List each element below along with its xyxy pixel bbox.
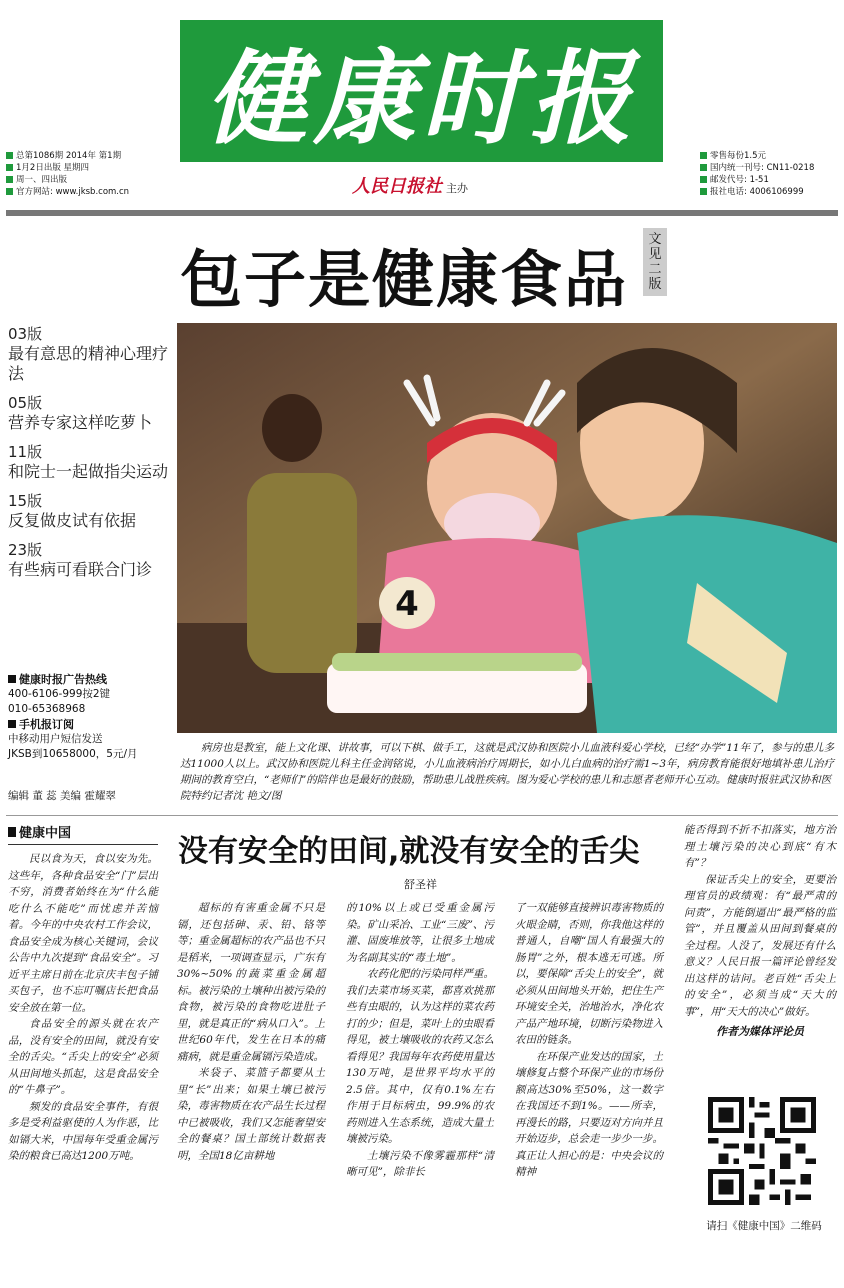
background-woman-head (262, 394, 322, 462)
toc-item[interactable] (8, 323, 168, 384)
paragraph: 农药化肥的污染同样严重。我们去菜市场买菜，都喜欢挑那些有虫眼的，认为这样的菜农药打的少；但是，菜叶上的虫眼看得见，被土壤吸收的农药又怎么看得见？我国每年农药使用量达130万吨，是世界平均水平的2.5倍。其中，仅有0.1%左右作用于目标病虫，99.9%的农药则进入生态系统，造成大量土壤被污染。 (346, 968, 494, 1145)
paragraph: 民以食为天，食以安为先。这些年，各种食品安全“门”层出不穷，消费者始终在为“什么能吃什么不能吃”而忧虑并苦恼着。今年的中央农村工作会议，食品安全成为核心关键词，会议公告中九次提到“食品安全”。习近平主席日前在北京庆丰包子铺买包子，也不忘叮嘱店长把食品安全放在第一位。 (8, 853, 158, 1014)
toc-title: 营养专家这样吃萝卜 (8, 413, 153, 432)
paragraph: 土壤污染不像雾霾那样“清晰可见”，除非长 (346, 1149, 494, 1178)
masthead-divider (6, 210, 838, 216)
section-column (8, 822, 158, 1165)
toc-title: 反复做皮试有依据 (8, 511, 137, 530)
paragraph: 频发的食品安全事件，有很多是受利益驱使的人为作恶，比如镉大米，中国每年受重金属污染的粮食已高达1200万吨。 (8, 1100, 158, 1162)
toc-item[interactable] (8, 539, 168, 580)
author-note: 作者为媒体评论员 (716, 1025, 804, 1038)
section-separator (6, 815, 838, 816)
paragraph: 在环保产业发达的国家，土壤修复占整个环保产业的市场份额高达30%至50%，这一数字在我国还不到1%。——所幸，再漫长的路，只要迈对方向并且开始迈步，总会走一步少一步。真正让人担心的是：中央会议的精神 (515, 1050, 663, 1178)
paragraph: 的10%以上或已受重金属污染。矿山采冶、工业“三废”、污灌、固废堆放等，让很多土地成为名副其实的“毒土地”。 (346, 902, 494, 964)
toc-page: 03版 (8, 325, 43, 343)
toc-page: 11版 (8, 443, 43, 461)
section-body (8, 851, 158, 1165)
toc-item[interactable] (8, 490, 168, 531)
issue-info-line: 官方网站: www.jksb.com.cn (6, 186, 129, 198)
cake-frosting (332, 653, 582, 671)
number-card-digit: 4 (395, 584, 419, 624)
toc-page: 23版 (8, 541, 43, 559)
article-column (515, 900, 663, 1181)
publisher-host: 主办 (446, 182, 468, 195)
article-title[interactable]: 没有安全的田间,就没有安全的舌尖 (178, 834, 640, 869)
toc-item[interactable] (8, 392, 168, 433)
toc-page: 15版 (8, 492, 43, 510)
issue-info-line: 周一、四出版 (6, 174, 129, 186)
paragraph: 食品安全的源头就在农产品，没有安全的田间，就没有安全的舌尖。“舌尖上的安全”必须从田间地头抓起，这是食品安全的“牛鼻子”。 (8, 1018, 158, 1096)
ad-hotline-number: 010-65368968 (8, 703, 86, 715)
issue-info (6, 150, 129, 198)
headline-page-note: 文见二版 (643, 228, 667, 296)
editors-credit: 编辑 董 蕊 美编 霍耀翠 (8, 790, 116, 802)
publisher (352, 172, 468, 198)
article-column (177, 900, 325, 1164)
ad-mobile-head: 手机报订阅 (8, 717, 173, 732)
ad-mobile-line: JKSB到10658000，5元/月 (8, 748, 138, 760)
photo-caption: 病房也是教室，能上文化课、讲故事，可以下棋、做手工，这就是武汉协和医院小儿血液科爱心学校，已经“办学”11年了，参与的患儿多达11000人以上。武汉协和医院儿科主任金润铭说，小儿血液病治疗周期长，如小儿白血病的治疗需1~3年，病房教育能很好地填补患儿治疗期间的教育空白，“老师们”的陪伴也是最好的鼓励，帮助患儿战胜疾病。图为爱心学校的患儿和志愿者老师开心互动。健康时报驻武汉协和医院特约记者沈 艳文/图 (180, 742, 835, 802)
qr-code[interactable] (708, 1097, 816, 1205)
front-photo[interactable] (177, 323, 837, 733)
ad-hotline-head: 健康时报广告热线 (8, 672, 173, 687)
ad-block (8, 672, 173, 762)
photo-illustration (177, 323, 837, 733)
publication-info-line: 邮发代号: 1-51 (700, 174, 814, 186)
paragraph: 能否得到不折不扣落实，地方治理土壤污染的决心到底“有木有”？ (684, 824, 836, 869)
ad-hotline-number: 400-6106-999按2键 (8, 688, 111, 700)
paragraph: 了一双能够直接辨识毒害物质的火眼金睛，否则，你我他这样的普通人，自嘲“国人有最强大的肠胃”之外，根本逃无可逃。所以，要保障“舌尖上的安全”，就必须从田间地头开始，把住生产环境安全关，治地治水，净化农产品产地环境，切断污染物进入农田的链条。 (515, 902, 663, 1046)
article-byline: 舒圣祥 (404, 878, 437, 891)
issue-info-line: 总第1086期 2014年 第1期 (6, 150, 129, 162)
publication-info-line: 报社电话: 4006106999 (700, 186, 814, 198)
article-column (684, 822, 836, 1041)
background-woman-body (247, 473, 357, 673)
paragraph: 米袋子、菜篮子都要从土里“长”出来；如果土壤已被污染，毒害物质在农产品生长过程中已被吸收，我们又怎能奢望安全的餐桌？国土部统计数据表明，全国18亿亩耕地 (177, 1067, 325, 1162)
toc-title: 有些病可看联合门诊 (8, 560, 153, 579)
table-of-contents (8, 323, 168, 588)
toc-title: 和院士一起做指尖运动 (8, 462, 169, 481)
article-column (346, 900, 494, 1181)
issue-info-line: 1月2日出版 星期四 (6, 162, 129, 174)
toc-title: 最有意思的精神心理疗法 (8, 344, 169, 383)
publication-info (700, 150, 814, 198)
paragraph: 超标的有害重金属不只是镉，还包括砷、汞、铅、铬等等；重金属超标的农产品也不只是稻米，一项调查显示，广东有30%~50%的蔬菜重金属超标。被污染的土壤种出被污染的食物，被污染的食物吃进肚子里，就是真正的“病从口入”。上世纪60年代，发生在日本的痛痛病，就是重金属镉污染造成。 (177, 902, 325, 1063)
masthead (180, 20, 663, 162)
masthead-title: 健康时报 (205, 39, 638, 159)
qr-caption: 请扫《健康中国》二维码 (706, 1220, 822, 1232)
toc-item[interactable] (8, 441, 168, 482)
publisher-logo: 人民日报社 (352, 176, 442, 197)
publication-info-line: 国内统一刊号: CN11-0218 (700, 162, 814, 174)
paragraph: 保证舌尖上的安全，更要治理官员的政绩观：有“最严肃的问责”，方能倒逼出“最严格的监管”，并且覆盖从田间到餐桌的全过程。人没了，发展还有什么意义？人民日报一篇评论曾经发出这样的诘问。老百姓“舌尖上的安全”，必须当成“天大的事”，用“天大的决心”做好。 (684, 873, 836, 1018)
publication-info-line: 零售每份1.5元 (700, 150, 814, 162)
section-head: 健康中国 (8, 822, 158, 845)
toc-page: 05版 (8, 394, 43, 412)
ad-mobile-line: 中移动用户短信发送 (8, 733, 103, 745)
main-headline[interactable]: 包子是健康食品 (180, 243, 629, 316)
